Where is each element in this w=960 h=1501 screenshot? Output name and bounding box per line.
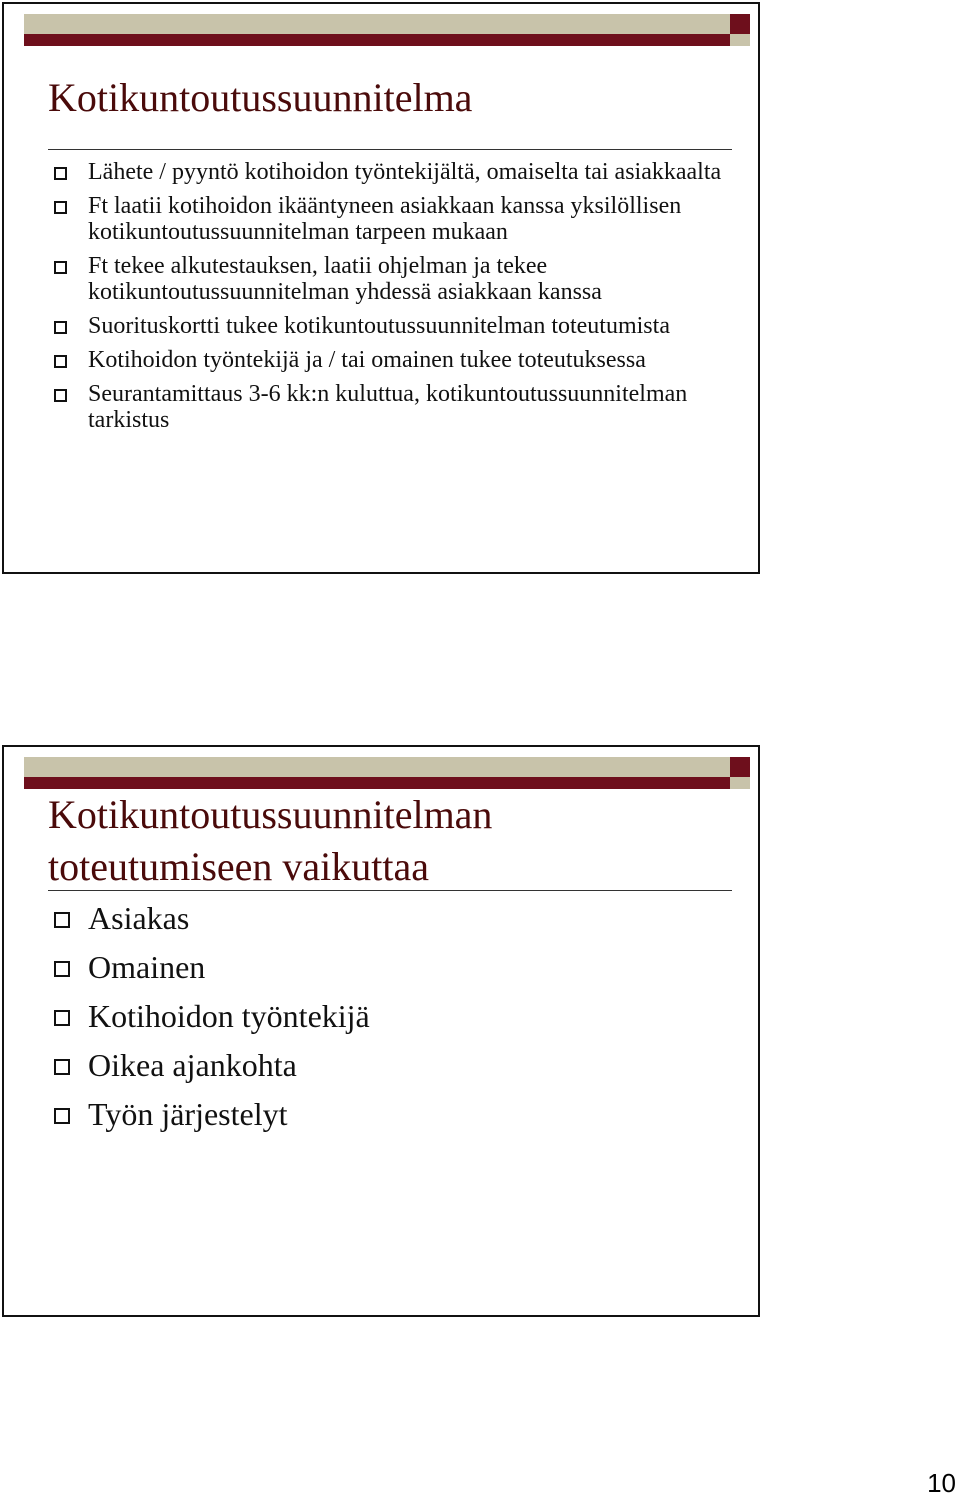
slide-title: Kotikuntoutussuunnitelma (48, 75, 473, 120)
square-bullet-icon (54, 1108, 70, 1124)
square-bullet-icon (54, 912, 70, 928)
header-maroon-stripe (24, 34, 730, 46)
title-underline (48, 890, 732, 891)
list-item (48, 381, 738, 433)
header-corner-square-lower (730, 34, 750, 46)
list-item-text: Ft laatii kotihoidon ikääntyneen asiakkaan kanssa yksilöllisen kotikuntoutussuunnitelman tarpeen mukaan (88, 193, 682, 245)
square-bullet-icon (54, 167, 67, 180)
list-item-text: Oikea ajankohta (88, 1047, 297, 1083)
list-item-text: Kotihoidon työntekijä (88, 998, 370, 1034)
bullet-list (48, 159, 738, 441)
square-bullet-icon (54, 355, 67, 368)
header-corner-square (730, 14, 750, 34)
header-decoration-bar (24, 757, 730, 777)
page-number: 10 (927, 1468, 956, 1498)
list-item-text: Suorituskortti tukee kotikuntoutussuunnitelman toteutumista (88, 313, 670, 339)
list-item (48, 899, 738, 937)
list-item (48, 1046, 738, 1084)
bullet-list (48, 899, 738, 1144)
list-item-text: Ft tekee alkutestauksen, laatii ohjelman ja tekee kotikuntoutussuunnitelman yhdessä asiakkaan kanssa (88, 253, 602, 305)
header-corner-square-lower (730, 777, 750, 789)
slide-1 (2, 2, 760, 574)
header-maroon-stripe (24, 777, 730, 789)
list-item (48, 1095, 738, 1133)
list-item (48, 347, 738, 373)
list-item (48, 193, 738, 245)
list-item (48, 159, 738, 185)
list-item (48, 313, 738, 339)
list-item (48, 948, 738, 986)
square-bullet-icon (54, 321, 67, 334)
list-item (48, 253, 738, 305)
square-bullet-icon (54, 961, 70, 977)
list-item-text: Seurantamittaus 3-6 kk:n kuluttua, kotikuntoutussuunnitelman tarkistus (88, 381, 688, 433)
slide-2 (2, 745, 760, 1317)
list-item-text: Lähete / pyyntö kotihoidon työntekijältä, omaiselta tai asiakkaalta (88, 159, 722, 185)
list-item (48, 997, 738, 1035)
list-item-text: Omainen (88, 949, 206, 985)
square-bullet-icon (54, 1059, 70, 1075)
square-bullet-icon (54, 389, 67, 402)
list-item-text: Kotihoidon työntekijä ja / tai omainen tukee toteutuksessa (88, 347, 646, 373)
header-decoration-bar (24, 14, 730, 34)
square-bullet-icon (54, 1010, 70, 1026)
square-bullet-icon (54, 261, 67, 274)
list-item-text: Työn järjestelyt (88, 1096, 288, 1132)
header-corner-square (730, 757, 750, 777)
slide-title: Kotikuntoutussuunnitelman toteutumiseen vaikuttaa (48, 792, 493, 889)
square-bullet-icon (54, 201, 67, 214)
list-item-text: Asiakas (88, 900, 190, 936)
title-underline (48, 149, 732, 150)
